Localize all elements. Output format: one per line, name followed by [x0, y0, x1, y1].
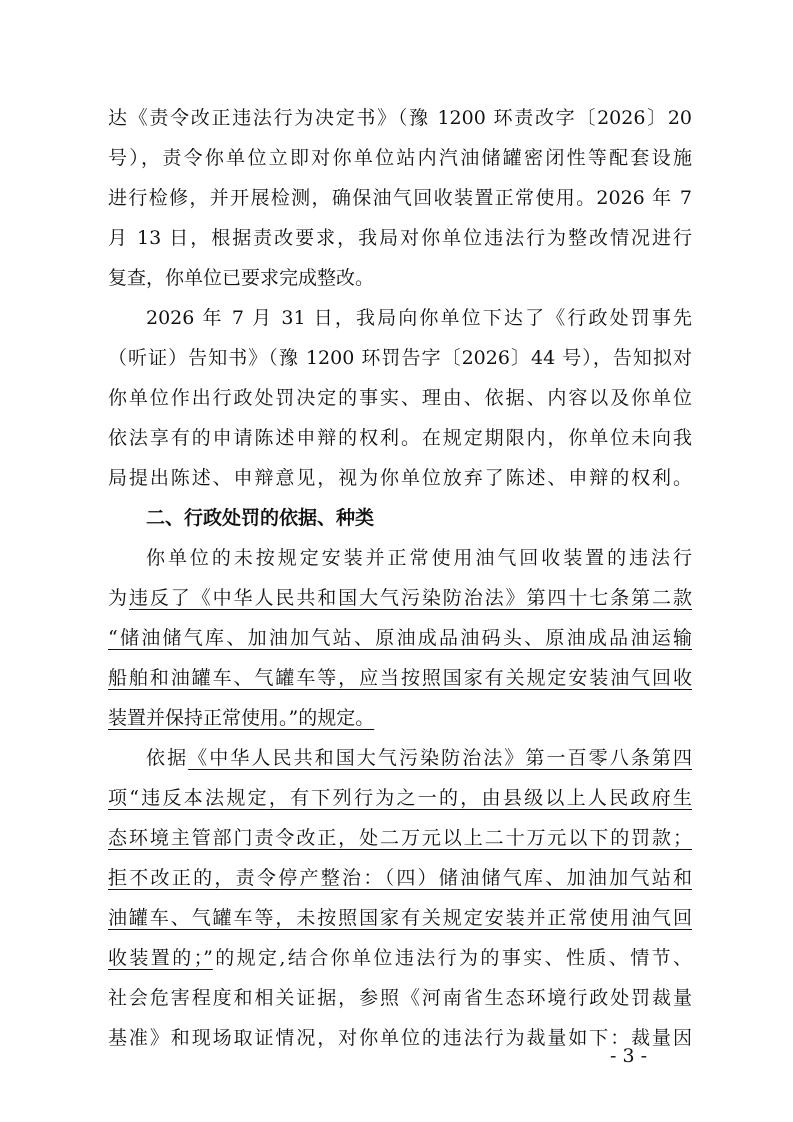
body-line-14: 船舶和油罐车、气罐车等，应当按照国家有关规定安装油气回收 — [108, 667, 692, 689]
page-number: - 3 - — [610, 1045, 648, 1067]
body-line-8: 你单位作出行政处罚决定的事实、理由、依据、内容以及你单位 — [108, 387, 692, 409]
body-line-15: 装置并保持正常使用。”的规定。 — [108, 707, 375, 729]
body-line-1: 达《责令改正违法行为决定书》（豫 1200 环责改字〔2026〕20 — [108, 107, 692, 129]
body-line-11: 你单位的未按规定安装并正常使用油气回收装置的违法行 — [146, 547, 692, 569]
body-line-7: （听证）告知书》（豫 1200 环罚告字〔2026〕44 号），告知拟对 — [108, 347, 692, 369]
body-line-2: 号），责令你单位立即对你单位站内汽油储罐密闭性等配套设施 — [108, 147, 692, 169]
body-line-22: 社会危害程度和相关证据，参照《河南省生态环境行政处罚裁量 — [108, 987, 692, 1009]
body-line-3: 进行检修，并开展检测，确保油气回收装置正常使用。2026 年 7 — [108, 187, 692, 209]
body-line-10: 局提出陈述、申辩意见，视为你单位放弃了陈述、申辩的权利。 — [108, 467, 692, 489]
body-line-4: 月 13 日，根据责改要求，我局对你单位违法行为整改情况进行 — [108, 227, 692, 249]
body-line-19: 拒不改正的，责令停产整治：（四）储油储气库、加油加气站和 — [108, 867, 692, 889]
body-line-21: 收装置的；”的规定,结合你单位违法行为的事实、性质、情节、 — [108, 947, 692, 969]
body-line-9: 依法享有的申请陈述申辩的权利。在规定期限内，你单位未向我 — [108, 427, 692, 449]
body-line-12: 为违反了《中华人民共和国大气污染防治法》第四十七条第二款 — [108, 587, 692, 609]
body-line-5: 复查，你单位已要求完成整改。 — [108, 267, 375, 289]
section-heading: 二、行政处罚的依据、种类 — [146, 507, 375, 529]
body-line-18: 态环境主管部门责令改正，处二万元以上二十万元以下的罚款； — [108, 827, 692, 849]
body-line-16: 依据《中华人民共和国大气污染防治法》第一百零八条第四 — [146, 747, 692, 769]
body-line-13: “储油储气库、加油加气站、原油成品油码头、原油成品油运输 — [108, 627, 692, 649]
body-line-23: 基准》和现场取证情况，对你单位的违法行为裁量如下：裁量因 — [108, 1027, 692, 1049]
body-line-17: 项“违反本法规定，有下列行为之一的，由县级以上人民政府生 — [108, 787, 692, 809]
body-line-6: 2026 年 7 月 31 日，我局向你单位下达了《行政处罚事先 — [146, 307, 692, 329]
body-line-20: 油罐车、气罐车等，未按照国家有关规定安装并正常使用油气回 — [108, 907, 692, 929]
